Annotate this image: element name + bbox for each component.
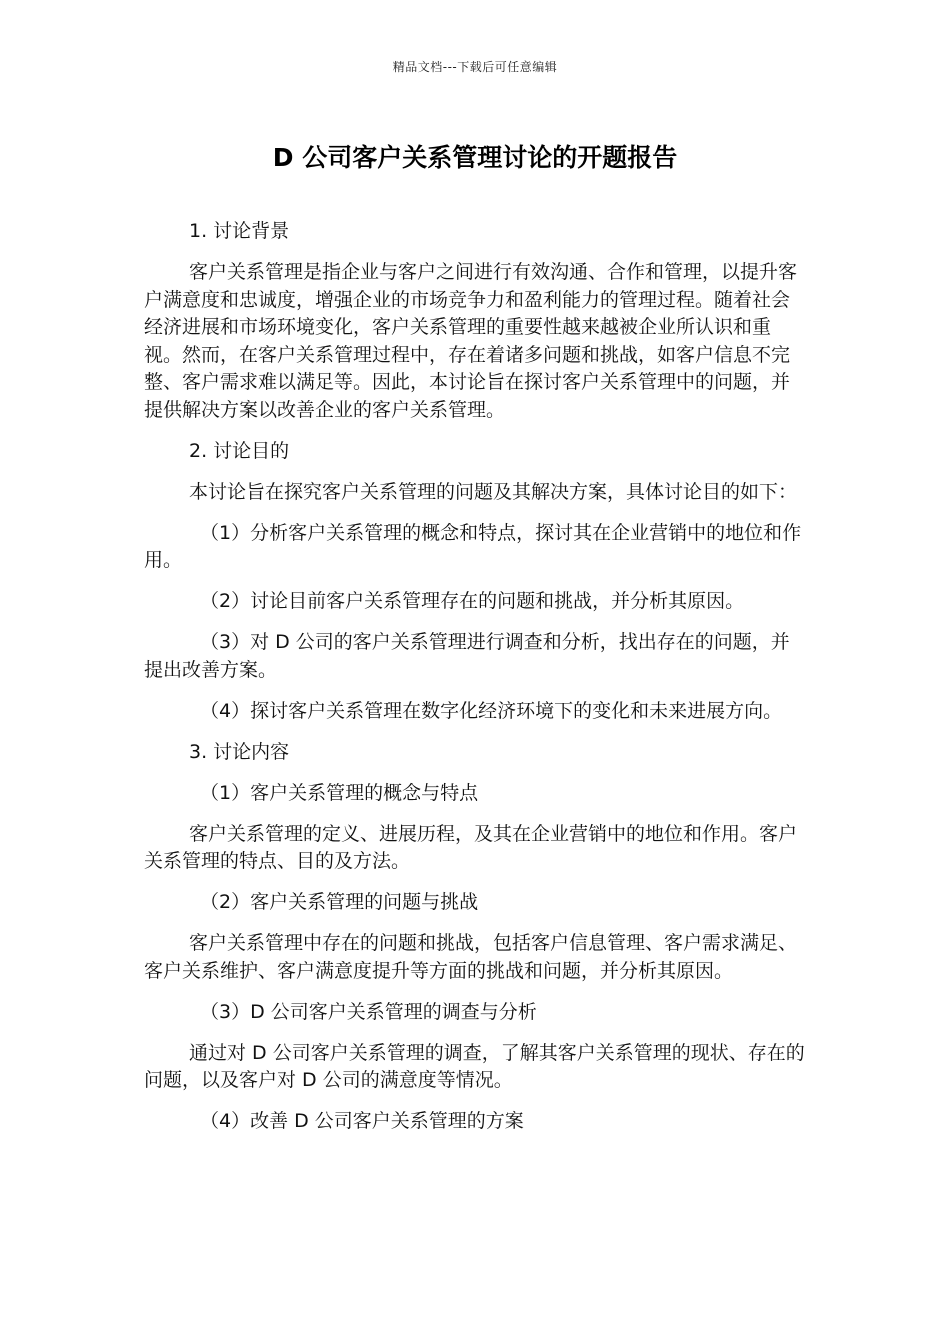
section-intro-purpose: 本讨论旨在探究客户关系管理的问题及其解决方案，具体讨论目的如下： — [189, 480, 798, 503]
header-note: 精品文档---下载后可任意编辑 — [392, 60, 558, 74]
purpose-item: （2）讨论目前客户关系管理存在的问题和挑战，并分析其原因。 — [200, 590, 745, 612]
subsection-heading: （2）客户关系管理的问题与挑战 — [200, 891, 479, 913]
section-body-background: 客户关系管理是指企业与客户之间进行有效沟通、合作和管理，以提升客户满意度和忠诚度，增强企业的市场竞争力和盈利能力的管理过程。随着社会经济进展和市场环境变化，客户关系管理的重要性越来越被企业所认识和重视。然而，在客户关系管理过程中，存在着诸多问题和挑战，如客户信息不完整、客户需求难以满足等。因此，本讨论旨在探讨客户关系管理中的问题，并提供解决方案以改善企业的客户关系管理。 — [144, 261, 798, 421]
subsection-heading: （3）D 公司客户关系管理的调查与分析 — [200, 1000, 537, 1023]
purpose-item: （3）对 D 公司的客户关系管理进行调查和分析，找出存在的问题，并提出改善方案。 — [144, 631, 790, 681]
purpose-item: （1）分析客户关系管理的概念和特点，探讨其在企业营销中的地位和作用。 — [144, 521, 802, 571]
subsection-body: 客户关系管理中存在的问题和挑战，包括客户信息管理、客户需求满足、客户关系维护、客户满意度提升等方面的挑战和问题，并分析其原因。 — [144, 932, 798, 982]
document-title: D 公司客户关系管理讨论的开题报告 — [272, 143, 678, 172]
section-heading-background: 1. 讨论背景 — [189, 220, 290, 242]
subsection-heading: （1）客户关系管理的概念与特点 — [200, 781, 479, 804]
subsection-body: 客户关系管理的定义、进展历程，及其在企业营销中的地位和作用。客户关系管理的特点、目的及方法。 — [144, 822, 798, 872]
document-body — [144, 218, 806, 1149]
subsection-heading: （4）改善 D 公司客户关系管理的方案 — [200, 1110, 524, 1132]
subsection-body: 通过对 D 公司客户关系管理的调查，了解其客户关系管理的现状、存在的问题，以及客户对 D 公司的满意度等情况。 — [144, 1041, 805, 1091]
purpose-item: （4）探讨客户关系管理在数字化经济环境下的变化和未来进展方向。 — [200, 699, 783, 722]
section-heading-purpose: 2. 讨论目的 — [189, 439, 290, 462]
section-heading-content: 3. 讨论内容 — [189, 740, 290, 763]
